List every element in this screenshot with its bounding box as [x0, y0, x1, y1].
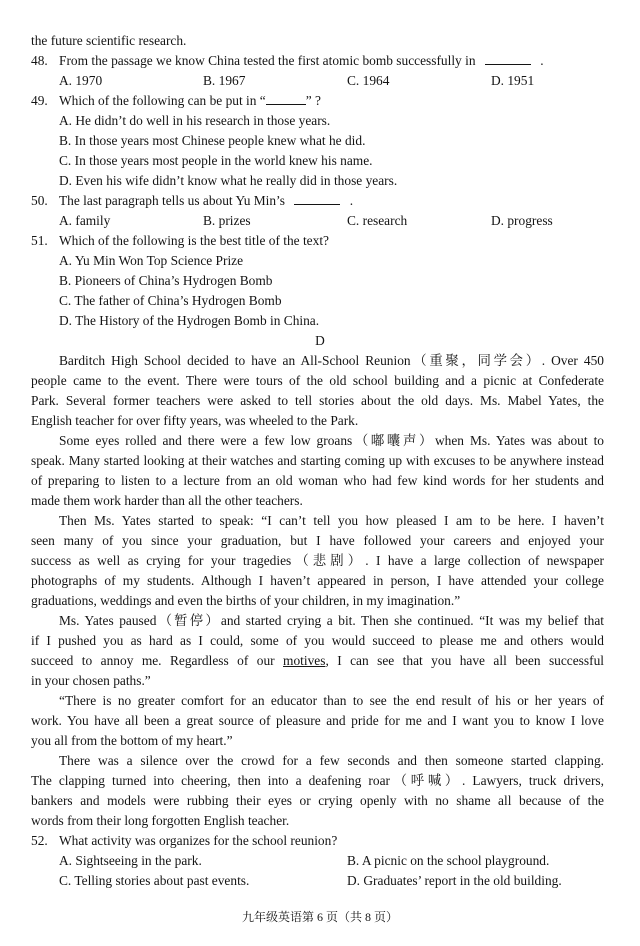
question-51-number: 51.	[31, 233, 48, 248]
paragraph-6-line-3: bankers and models were rubbing their eyes or crying openly with no shame all because of the	[31, 793, 604, 808]
paragraph-6-line-4: words from their long forgotten English teacher.	[31, 813, 290, 828]
question-52-options-row-2	[59, 871, 599, 891]
question-51-option-b[interactable]: B. Pioneers of China’s Hydrogen Bomb	[59, 273, 273, 288]
option-c[interactable]: C. 1964	[347, 73, 390, 88]
paragraph-2-line-3: of preparing to listen to a lecture from an old woman who had few kind words for her students and	[31, 473, 604, 488]
paragraph-1-line-1: Barditch High School decided to have an All-School Reunion（重聚，同学会）. Over 450	[59, 353, 604, 368]
paragraph-5-line-3: you all from the bottom of my heart.”	[31, 733, 233, 748]
question-50-stem: The last paragraph tells us about Yu Min’s .	[59, 193, 354, 208]
answer-blank	[485, 51, 531, 65]
option-d[interactable]: D. Graduates’ report in the old building.	[347, 873, 562, 888]
paragraph-5-line-2: work. You have all been a great source of pleasure and pride for me and I want you to know I love	[31, 713, 604, 728]
option-a[interactable]: A. family	[59, 213, 111, 228]
passage-c-last-line: the future scientific research.	[31, 33, 187, 48]
paragraph-4-line-2: if I pushed you as hard as I could, some of you would succeed to please me and others would	[31, 633, 604, 648]
paragraph-1-line-3: Park. Several former teachers were asked to tell stories about the old days. Ms. Mabel Yates, the	[31, 393, 604, 408]
question-49-option-b[interactable]: B. In those years most Chinese people knew what he did.	[59, 133, 366, 148]
paragraph-3-line-1: Then Ms. Yates started to speak: “I can’t tell you how pleased I am to be here. I haven’t	[59, 513, 604, 528]
question-50-number: 50.	[31, 193, 48, 208]
paragraph-4-line-4: in your chosen paths.”	[31, 673, 151, 688]
question-48-number: 48.	[31, 53, 48, 68]
question-51-option-c[interactable]: C. The father of China’s Hydrogen Bomb	[59, 293, 282, 308]
question-50-options	[59, 211, 599, 231]
question-51-option-d[interactable]: D. The History of the Hydrogen Bomb in China.	[59, 313, 320, 328]
option-a[interactable]: A. Sightseeing in the park.	[59, 853, 202, 868]
option-c[interactable]: C. research	[347, 213, 408, 228]
paragraph-3-line-4: photographs of my students. Although I haven’t appeared in person, I have attended your college	[31, 573, 604, 588]
section-label: D	[315, 333, 325, 348]
paragraph-6-line-2: The clapping turned into cheering, then into a deafening roar（呼喊）. Lawyers, truck drivers,	[31, 773, 604, 788]
option-b[interactable]: B. A picnic on the school playground.	[347, 853, 550, 868]
question-49-stem: Which of the following can be put in “ ” ?	[59, 93, 322, 108]
question-49-option-a[interactable]: A. He didn’t do well in his research in those years.	[59, 113, 331, 128]
paragraph-4-line-1: Ms. Yates paused（暂停）and started crying a bit. Then she continued. “It was my belief that	[59, 613, 604, 628]
paragraph-2-line-4: made them work harder than all the other teachers.	[31, 493, 303, 508]
option-b[interactable]: B. 1967	[203, 73, 246, 88]
question-52-options-row-1	[59, 851, 599, 871]
question-52-stem: What activity was organizes for the school reunion?	[59, 833, 338, 848]
question-48-options	[59, 71, 599, 91]
option-d[interactable]: D. progress	[491, 213, 553, 228]
question-49-number: 49.	[31, 93, 48, 108]
underlined-word-motives: motives	[283, 653, 326, 668]
option-b[interactable]: B. prizes	[203, 213, 251, 228]
question-48-stem: From the passage we know China tested the first atomic bomb successfully in .	[59, 53, 544, 68]
question-51-stem: Which of the following is the best title of the text?	[59, 233, 329, 248]
paragraph-1-line-2: people came to the event. There were tours of the old school building and a picnic at Confederate	[31, 373, 604, 388]
answer-blank	[266, 91, 306, 105]
paragraph-4-line-3: succeed to annoy me. Regardless of our motives, I can see that you have all been successful	[31, 653, 604, 668]
paragraph-3-line-5: graduations, weddings and even the births of your children, in my imagination.”	[31, 593, 461, 608]
paragraph-3-line-3: success as well as crying for your tragedies（悲剧）. I have a large collection of newspaper	[31, 553, 604, 568]
question-49-option-c[interactable]: C. In those years most people in the world knew his name.	[59, 153, 373, 168]
answer-blank	[294, 191, 340, 205]
paragraph-5-line-1: “There is no greater comfort for an educator than to see the end result of his or her years of	[59, 693, 604, 708]
question-49-option-d[interactable]: D. Even his wife didn’t know what he really did in those years.	[59, 173, 398, 188]
option-c[interactable]: C. Telling stories about past events.	[59, 873, 250, 888]
question-52-number: 52.	[31, 833, 48, 848]
paragraph-2-line-2: speak. Many started looking at their watches and starting coming up with excuses to be anywhere instead	[31, 453, 604, 468]
option-a[interactable]: A. 1970	[59, 73, 103, 88]
page-footer: 九年级英语第 6 页（共 8 页）	[241, 910, 398, 924]
paragraph-2-line-1: Some eyes rolled and there were a few low groans（嘟囔声）when Ms. Yates was about to	[59, 433, 604, 448]
paragraph-3-line-2: seen many of you since your graduation, but I have followed your careers and enjoyed your	[31, 533, 604, 548]
paragraph-1-line-4: English teacher for over fifty years, was wheeled to the Park.	[31, 413, 359, 428]
paragraph-6-line-1: There was a silence over the crowd for a few seconds and then someone started clapping.	[59, 753, 604, 768]
option-d[interactable]: D. 1951	[491, 73, 535, 88]
question-51-option-a[interactable]: A. Yu Min Won Top Science Prize	[59, 253, 244, 268]
